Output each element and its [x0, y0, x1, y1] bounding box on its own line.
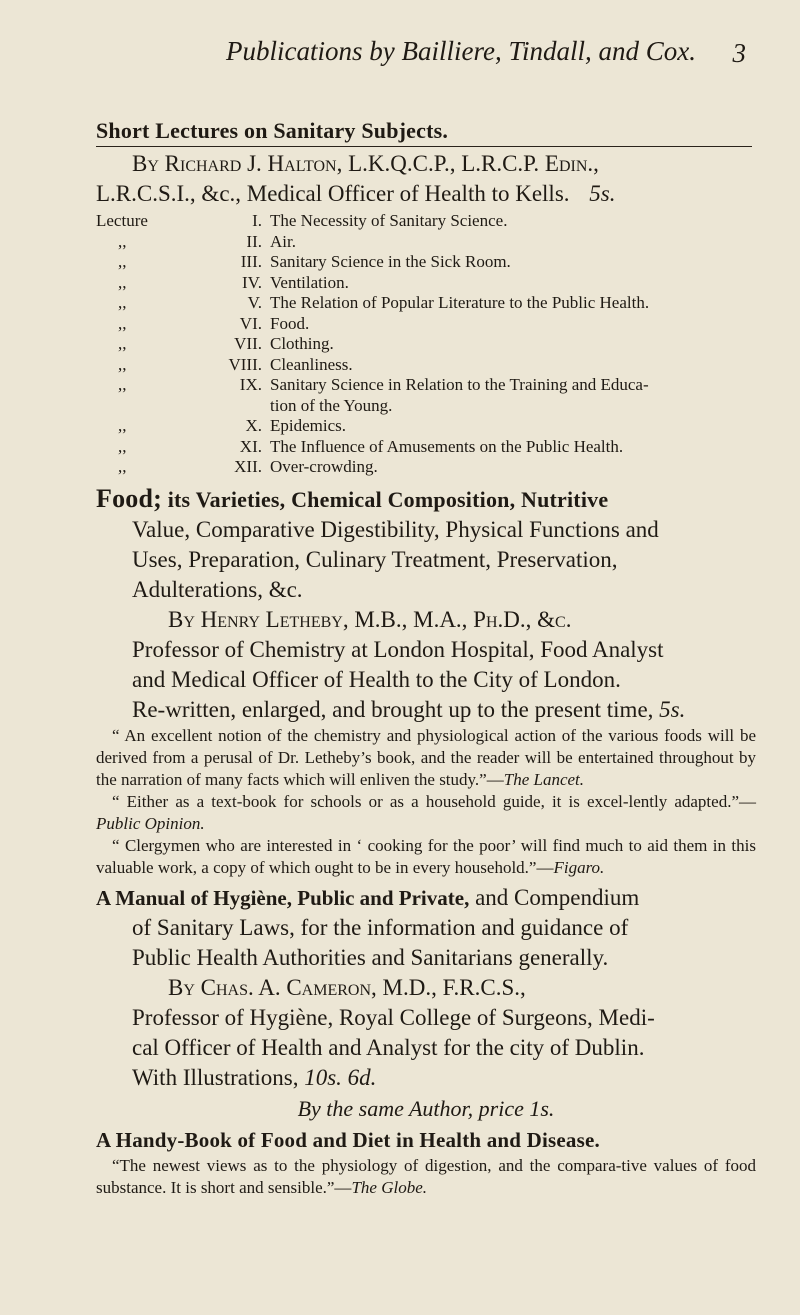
lecture-row: ,, VI. Food.	[118, 313, 310, 333]
price: 1s.	[529, 1095, 555, 1121]
entry-short-lectures	[96, 116, 756, 478]
lecture-row: ,, III. Sanitary Science in the Sick Room.	[118, 252, 511, 271]
entry-handy-book	[96, 1125, 756, 1199]
quote-source: The Globe.	[351, 1177, 427, 1197]
review-quote: “The newest views as to the physiology of digestion, and the compara-tive values of food substance. It is short and sensible.”—The Globe.	[96, 1155, 756, 1197]
lecture-row: ,, XII. Over-crowding.	[118, 457, 378, 476]
lecture-row: ,, IX. Sanitary Science in Relation to the Training and Educa-	[118, 375, 649, 394]
role-line: Re-written, enlarged, and brought up to the present time, 5s.	[132, 696, 686, 722]
lecture-row: ,, IV. Ventilation.	[118, 272, 349, 292]
lecture-row: Lecture I. The Necessity of Sanitary Science.	[96, 211, 508, 230]
quote-source: Public Opinion.	[96, 813, 205, 833]
author-line: By Richard J. Halton, L.K.Q.C.P., L.R.C.P. Edin.,	[132, 151, 599, 176]
entry-title: A Handy-Book of Food and Diet in Health and Disease.	[96, 1127, 600, 1152]
lecture-row: ,, XI. The Influence of Amusements on the Public Health.	[118, 436, 624, 456]
entry-manual-of-hygiene	[96, 883, 756, 1125]
entry-title: Food; its Varieties, Chemical Composition, Nutritive	[96, 483, 609, 513]
page-content	[96, 116, 756, 1199]
lecture-row: ,, VII. Clothing.	[118, 334, 334, 353]
entry-title: Short Lectures on Sanitary Subjects.	[96, 118, 449, 143]
author-line-2: L.R.C.S.I., &c., Medical Officer of Health to Kells. 5s.	[96, 181, 616, 206]
quote-source: Figaro.	[553, 857, 605, 877]
price: 5s.	[589, 181, 616, 206]
price: 10s. 6d.	[304, 1064, 377, 1090]
lecture-row: ,, V. The Relation of Popular Literature to the Public Health.	[118, 293, 650, 312]
quote-source: The Lancet.	[503, 769, 585, 789]
role-line: Professor of Hygiène, Royal College of Surgeons, Medi-	[132, 1004, 655, 1030]
entry-food	[96, 484, 756, 879]
lecture-continuation: tion of the Young.	[270, 395, 393, 415]
lecture-list	[96, 211, 756, 478]
subtitle-line: Uses, Preparation, Culinary Treatment, Preservation,	[132, 546, 618, 572]
running-head	[226, 22, 746, 72]
lecture-row: ,, X. Epidemics.	[118, 416, 347, 435]
lecture-row: ,, II. Air.	[118, 231, 296, 251]
role-line: With Illustrations, 10s. 6d.	[132, 1064, 377, 1090]
entry-title: A Manual of Hygiène, Public and Private, and Compendium	[96, 884, 640, 910]
subtitle-line: Value, Comparative Digestibility, Physical Functions and	[132, 516, 659, 542]
same-author-note: By the same Author, price 1s.	[297, 1095, 555, 1121]
role-line: and Medical Officer of Health to the City of London.	[132, 666, 621, 692]
review-quote: “ An excellent notion of the chemistry and physiological action of the various foods will be derived from a perusal of Dr. Letheby’s book, and the reader will be entertained throughout by the narration of many facts which will enliven the study.”—The Lancet.	[96, 725, 756, 789]
review-quote: “ Either as a text-book for schools or as a household guide, it is excel-lently adapted.”—Public Opinion.	[96, 791, 756, 833]
role-line: Professor of Chemistry at London Hospital, Food Analyst	[132, 636, 664, 662]
running-head-title: Publications by Bailliere, Tindall, and Cox.	[226, 36, 696, 66]
subtitle-line: Public Health Authorities and Sanitarians generally.	[132, 944, 609, 970]
price: 5s.	[659, 696, 686, 722]
author-line: By Chas. A. Cameron, M.D., F.R.C.S.,	[168, 974, 526, 1000]
lecture-row: ,, VIII. Cleanliness.	[118, 354, 353, 374]
title-rule	[96, 146, 752, 147]
author-line: By Henry Letheby, M.B., M.A., Ph.D., &c.	[168, 606, 572, 632]
page-number: 3	[732, 38, 746, 68]
subtitle-line: of Sanitary Laws, for the information and guidance of	[132, 914, 629, 940]
subtitle-line: Adulterations, &c.	[132, 576, 303, 602]
role-line: cal Officer of Health and Analyst for the city of Dublin.	[132, 1034, 645, 1060]
review-quote: “ Clergymen who are interested in ‘ cooking for the poor’ will find much to aid them in this valuable work, a copy of which ought to be in every household.”—Figaro.	[96, 835, 756, 877]
